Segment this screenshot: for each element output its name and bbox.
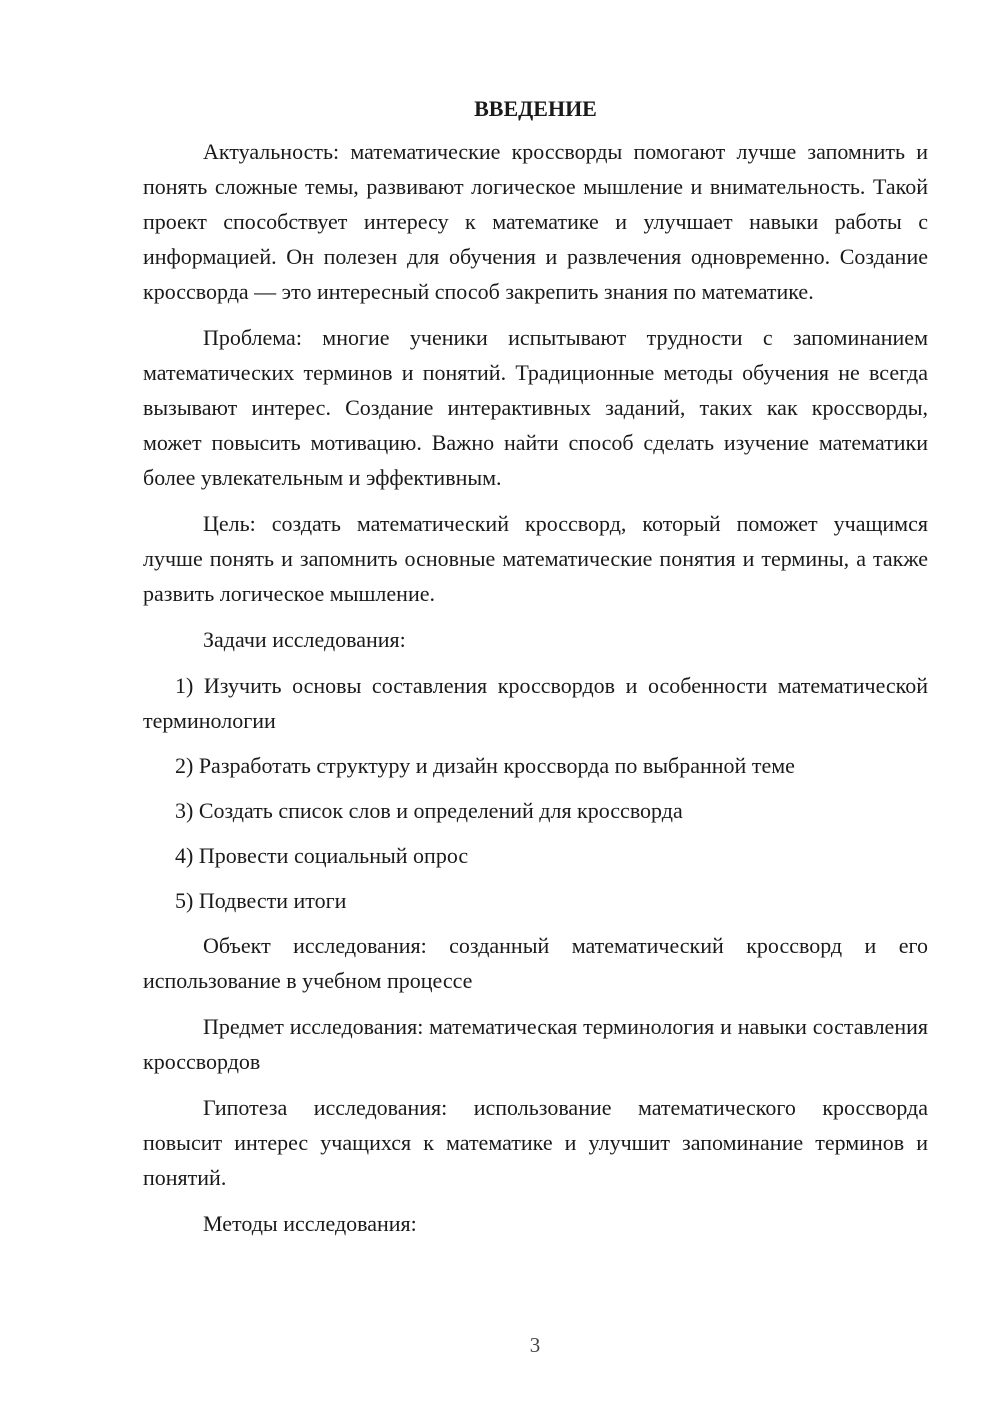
task-item-5: 5) Подвести итоги [175,888,347,913]
paragraph-methods: Методы исследования: [203,1211,417,1236]
paragraph-hypothesis: Гипотеза исследования: использование математического кроссворда повысит интерес учащихся к математике и улучшит запоминание терминов и понятий. [143,1095,928,1190]
document-page [143,92,928,1252]
task-item-1: 1) Изучить основы составления кроссвордов и особенности математической терминологии [143,673,928,733]
paragraph-object: Объект исследования: созданный математический кроссворд и его использование в учебном процессе [143,933,928,993]
page-number: 3 [529,1333,541,1357]
paragraph-relevance: Актуальность: математические кроссворды помогают лучше запомнить и понять сложные темы, развивают логическое мышление и внимательность. Такой проект способствует интересу к математике и улучшает навыки работы с информацией. Он полезен для обучения и развлечения одновременно. Создание кроссворда — это интересный способ закрепить знания по математике. [143,139,928,304]
paragraph-subject: Предмет исследования: математическая терминология и навыки составления кроссвордов [143,1014,928,1074]
task-item-4: 4) Провести социальный опрос [175,843,469,868]
task-item-2: 2) Разработать структуру и дизайн кроссворда по выбранной теме [175,753,795,778]
paragraph-tasks-heading: Задачи исследования: [203,627,406,652]
paragraph-goal: Цель: создать математический кроссворд, который поможет учащимся лучше понять и запомнить основные математические понятия и термины, а также развить логическое мышление. [143,511,928,606]
page-title: ВВЕДЕНИЕ [474,96,597,121]
paragraph-problem: Проблема: многие ученики испытывают трудности с запоминанием математических терминов и понятий. Традиционные методы обучения не всегда вызывают интерес. Создание интерактивных заданий, таких как кроссворды, может повысить мотивацию. Важно найти способ сделать изучение математики более увлекательным и эффективным. [143,325,928,490]
task-item-3: 3) Создать список слов и определений для кроссворда [175,798,683,823]
